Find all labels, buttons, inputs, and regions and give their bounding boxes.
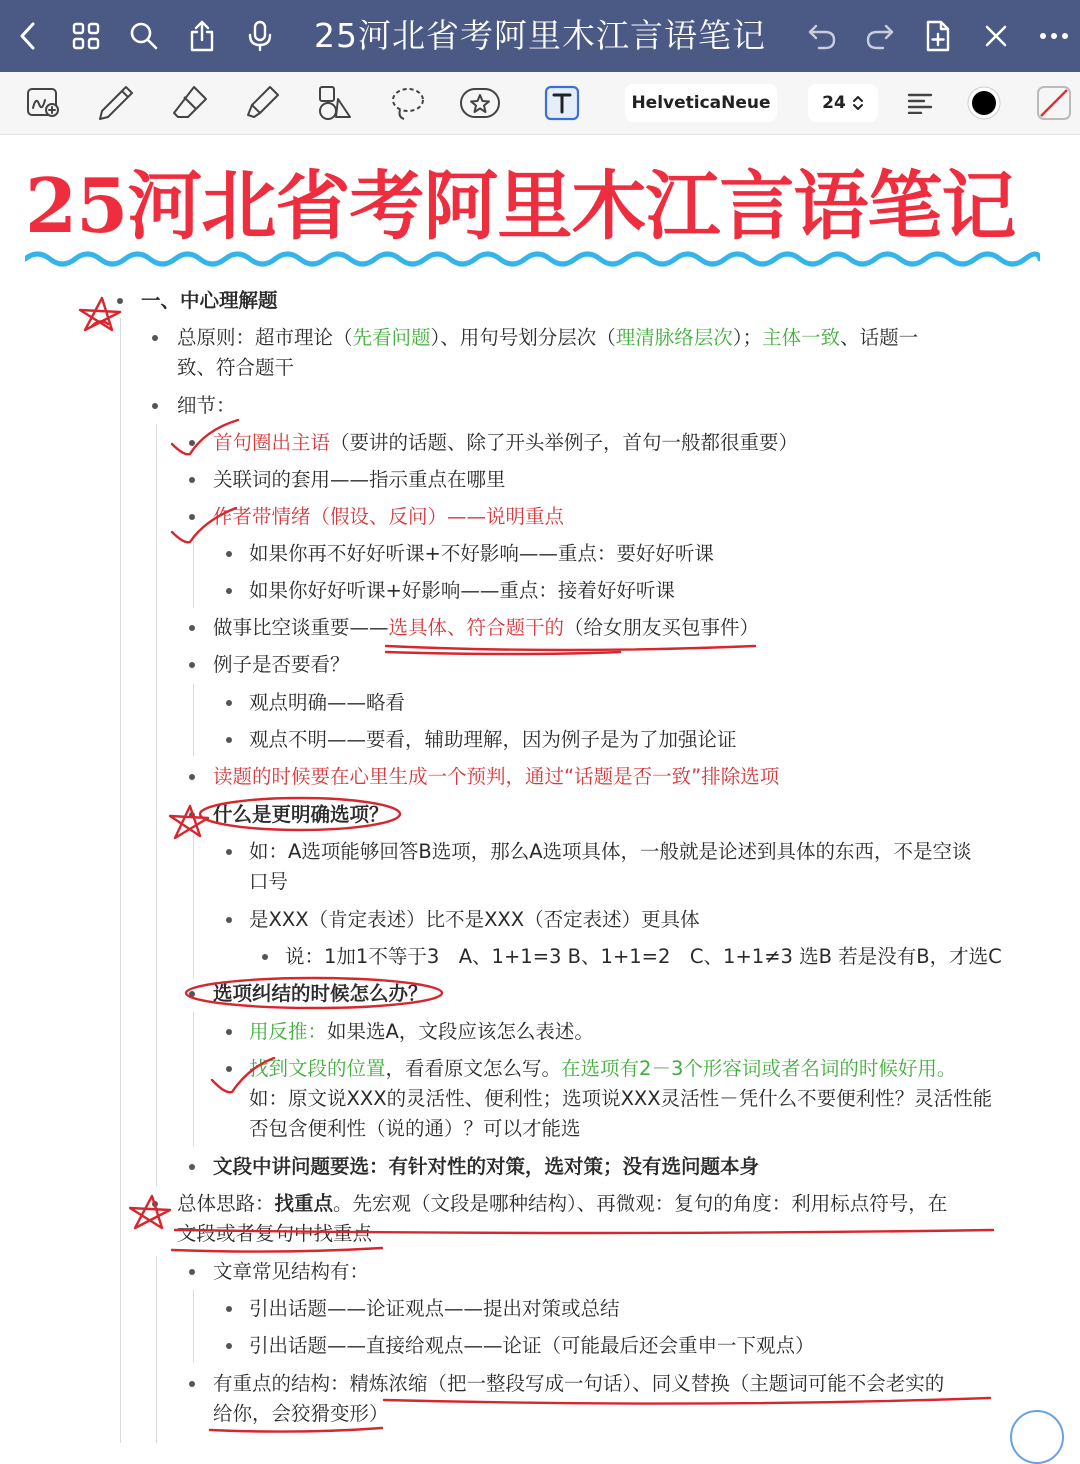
grid-view-icon[interactable] <box>66 14 106 58</box>
outline-item-continued: 口号 <box>249 870 289 893</box>
outline-item: 有重点的结构：精炼浓缩（把一整段写成一句话）、同义替换（主题词可能不会老实的 <box>213 1372 945 1395</box>
redo-icon[interactable] <box>860 14 900 58</box>
star-mark <box>80 298 120 330</box>
chevron-updown-icon <box>852 94 864 112</box>
outline-item: 细节： <box>177 394 236 417</box>
outline-item-continued: 致、符合题干 <box>177 356 295 379</box>
outline-heading: 一、中心理解题 <box>141 289 278 312</box>
share-icon[interactable] <box>182 14 222 58</box>
outline-guide <box>193 1012 194 1146</box>
highlighter-tool-icon[interactable] <box>240 81 284 125</box>
outline-item: 总原则：超市理论（先看问题）、用句号划分层次（理清脉络层次）；主体一致、话题一 <box>177 326 919 349</box>
bullet <box>189 477 195 483</box>
outline-item-continued: 如：原文说XXX的灵活性、便利性；选项说XXX灵活性－凭什么不要便利性？灵活性能 <box>249 1087 993 1110</box>
outline-item-continued: 否包含便利性（说的通）？可以才能选 <box>249 1117 581 1140</box>
outline-item: 总体思路：找重点。先宏观（文段是哪种结构）、再微观：复句的角度：利用标点符号，在 <box>177 1192 948 1215</box>
outline-guide <box>156 1256 157 1443</box>
drawing-toolbar <box>0 72 1080 135</box>
outline-guide <box>193 536 194 608</box>
wavy-underline <box>25 248 1040 270</box>
eraser-tool-icon[interactable] <box>168 81 212 125</box>
bullet <box>189 514 195 520</box>
bullet <box>152 403 158 409</box>
bullet <box>189 1269 195 1275</box>
bullet <box>189 774 195 780</box>
bullet <box>189 991 195 997</box>
outline-item: 读题的时候要在心里生成一个预判，通过“话题是否一致”排除选项 <box>213 765 780 788</box>
bullet <box>117 298 123 304</box>
outline-item: 如：A选项能够回答B选项，那么A选项具体，一般就是论述到具体的东西，不是空谈 <box>249 840 972 863</box>
microphone-icon[interactable] <box>240 14 280 58</box>
bullet <box>226 917 232 923</box>
outline-guide <box>120 318 121 1443</box>
outline-item: 用反推：如果选A，文段应该怎么表述。 <box>249 1020 594 1043</box>
bullet <box>226 1343 232 1349</box>
bullet <box>226 1306 232 1312</box>
font-size-value: 24 <box>822 93 846 113</box>
bullet <box>189 1164 195 1170</box>
search-icon[interactable] <box>124 14 164 58</box>
document-title: 25河北省考阿里木江言语笔记 <box>25 162 1016 250</box>
color-picker-icon[interactable] <box>962 81 1006 125</box>
pen-tool-icon[interactable] <box>94 81 138 125</box>
text-align-icon[interactable] <box>898 81 942 125</box>
underline-mark <box>386 646 755 650</box>
sticker-tool-icon[interactable] <box>458 81 502 125</box>
outline-item: 关联词的套用——指示重点在哪里 <box>213 468 506 491</box>
outline-item: 首句圈出主语（要讲的话题、除了开头举例子，首句一般都很重要） <box>213 431 799 454</box>
outline-item: 是XXX（肯定表述）比不是XXX（否定表述）更具体 <box>249 908 700 931</box>
outline-item: 如果你好好听课+好影响——重点：接着好好听课 <box>249 579 675 602</box>
close-icon[interactable] <box>976 14 1016 58</box>
star-mark <box>170 806 208 838</box>
outline-item: 什么是更明确选项？ <box>213 803 389 826</box>
bullet <box>226 700 232 706</box>
outline-item: 如果你再不好好听课+不好影响——重点：要好好听课 <box>249 542 714 565</box>
outline-item: 作者带情绪（假设、反问）——说明重点 <box>213 505 565 528</box>
bullet <box>262 954 268 960</box>
outline-item: 找到文段的位置，看看原文怎么写。在选项有2－3个形容词或者名词的时候好用。 <box>249 1057 957 1080</box>
bullet <box>189 662 195 668</box>
underline-mark <box>386 652 620 654</box>
font-size-selector[interactable] <box>808 84 878 122</box>
outline-guide <box>193 1290 194 1362</box>
outline-item: 选项纠结的时候怎么办？ <box>213 982 428 1005</box>
outline-item-continued: 文段或者复句中找重点 <box>177 1222 373 1245</box>
outline-item: 文段中讲问题要选：有针对性的对策，选对策；没有选问题本身 <box>213 1155 760 1178</box>
bullet <box>226 588 232 594</box>
outline-item: 观点不明——要看，辅助理解，因为例子是为了加强论证 <box>249 728 737 751</box>
outline-item: 引出话题——论证观点——提出对策或总结 <box>249 1297 620 1320</box>
outline-item: 文章常见结构有： <box>213 1260 370 1283</box>
outline-guide <box>193 684 194 756</box>
outline-item: 例子是否要看？ <box>213 653 350 676</box>
font-family-selector[interactable]: HelveticaNeue <box>625 84 777 122</box>
handwriting-mode-icon[interactable] <box>22 81 66 125</box>
back-chevron-icon[interactable] <box>8 14 48 58</box>
window-title: 25河北省考阿里木江言语笔记 <box>314 16 766 55</box>
bullet <box>226 737 232 743</box>
app-titlebar <box>0 0 1080 72</box>
bullet <box>189 1381 195 1387</box>
star-mark <box>130 1196 170 1228</box>
shapes-tool-icon[interactable] <box>312 81 356 125</box>
outline-item: 引出话题——直接给观点——论证（可能最后还会重申一下观点） <box>249 1334 815 1357</box>
outline-item-continued: 给你，会狡猾变形） <box>213 1402 389 1425</box>
bullet <box>226 849 232 855</box>
undo-icon[interactable] <box>802 14 842 58</box>
bullet <box>226 551 232 557</box>
floating-assistant-button[interactable] <box>1010 1410 1064 1464</box>
bullet <box>189 812 195 818</box>
text-tool-icon[interactable] <box>540 81 584 125</box>
bullet <box>226 1029 232 1035</box>
more-icon[interactable] <box>1034 14 1074 58</box>
bullet <box>189 440 195 446</box>
bullet <box>152 335 158 341</box>
background-fill-icon[interactable] <box>1032 81 1076 125</box>
outline-item: 说：1加1不等于3 A、1+1=3 B、1+1=2 C、1+1≠3 选B 若是没有B，才选C <box>285 945 1002 968</box>
outline-guide <box>156 424 157 1186</box>
bullet <box>226 1066 232 1072</box>
bullet <box>152 1201 158 1207</box>
lasso-tool-icon[interactable] <box>386 81 430 125</box>
bullet <box>189 625 195 631</box>
outline-item: 做事比空谈重要——选具体、符合题干的（给女朋友买包事件） <box>213 616 760 639</box>
outline-guide <box>193 834 194 978</box>
outline-item: 观点明确——略看 <box>249 691 406 714</box>
add-page-icon[interactable] <box>918 14 958 58</box>
